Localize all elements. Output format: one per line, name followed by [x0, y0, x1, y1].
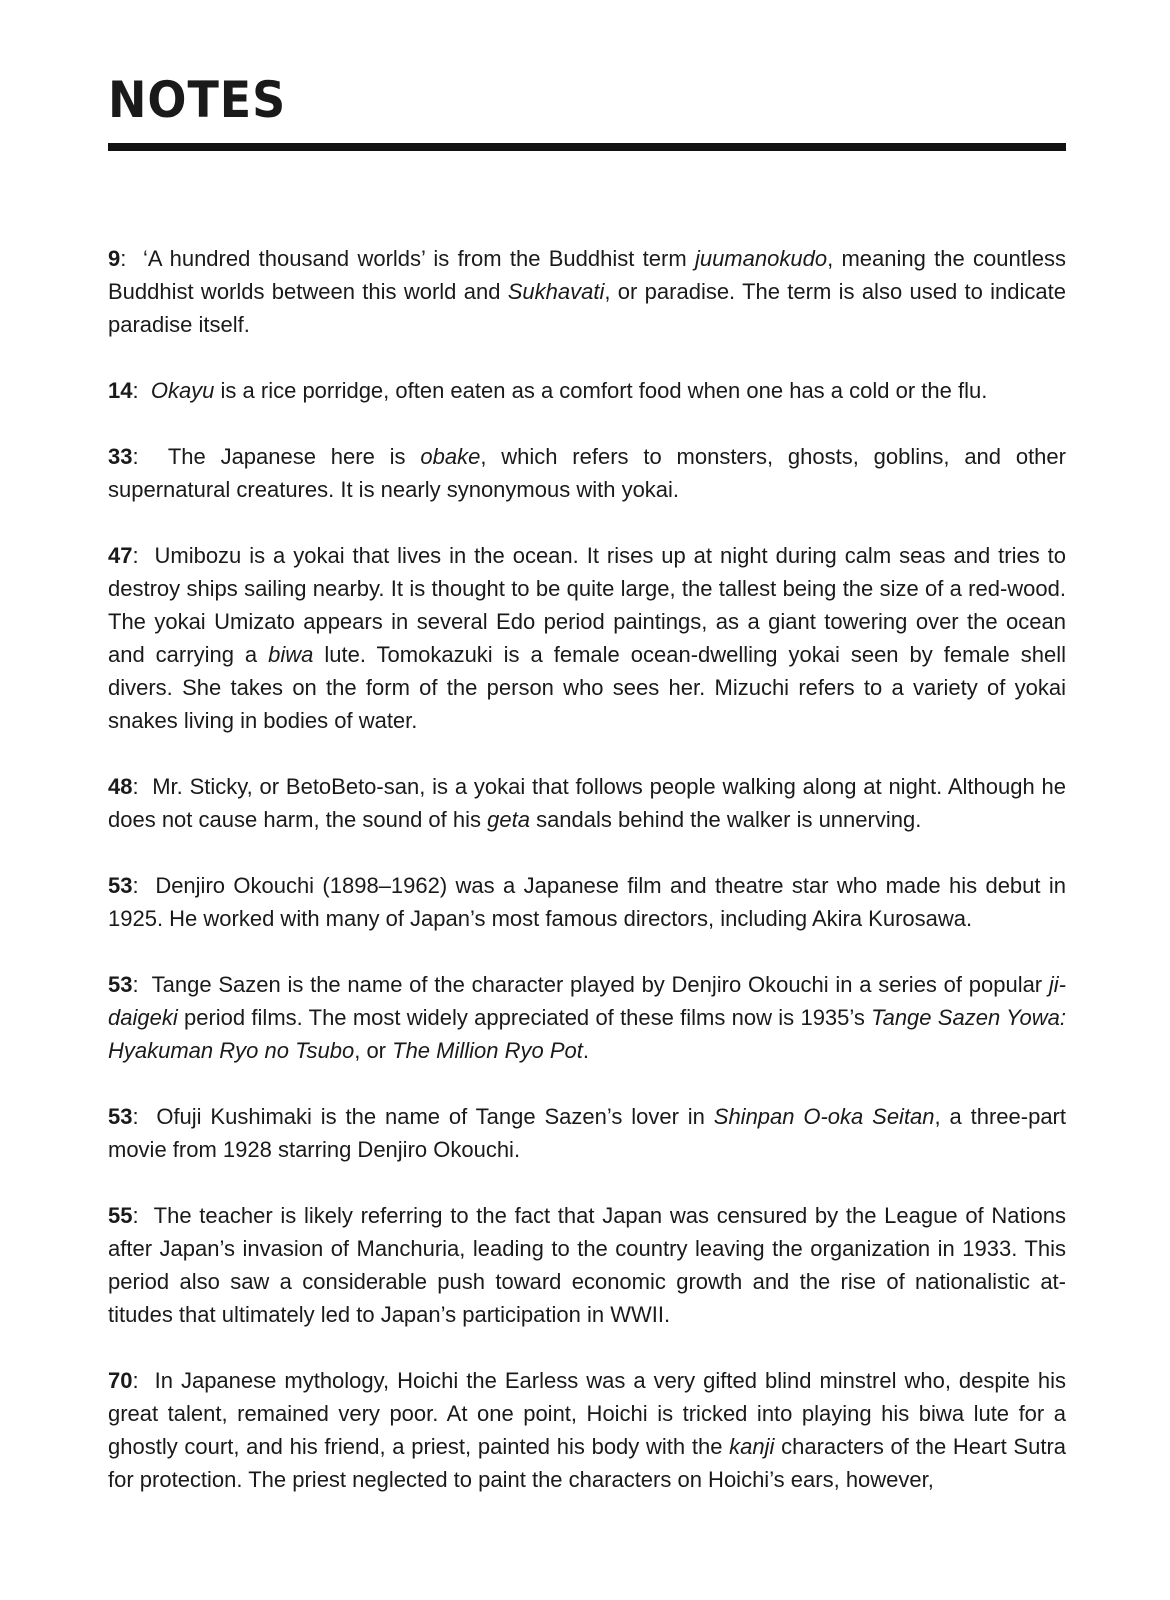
note-item: 70: In Japanese mythology, Hoichi the Earless was a very gifted blind minstrel who, despite his great talent, remained very poor. At one point, Hoichi is tricked into playing his biwa lute for a ghostly court, and his friend, a priest, painted his body with the kanji characters of the Heart Sutra for protection. The priest neglected to paint the characters on Hoichi’s ears, however, [108, 1368, 1067, 1492]
note-item: 53: Tange Sazen is the name of the character played by Denjiro Okouchi in a series of popular ji-daigeki period films. The most widely appreciated of these films now is 1935’s Tange Sazen Yowa: Hyakuman Ryo no Tsubo, or The Million Ryo Pot. [108, 972, 1067, 1063]
note-item: 55: The teacher is likely referring to the fact that Japan was censured by the League of Nations after Japan’s invasion of Manchuria, leading to the country leaving the organization in 1933. This period also saw a considerable push toward economic growth and the rise of nationalistic at-titudes that ultimately led to Japan’s participation in WWII. [108, 1203, 1066, 1327]
note-item: 33: The Japanese here is obake, which refers to monsters, ghosts, goblins, and other supernatural creatures. It is nearly synonymous with yokai. [108, 444, 1066, 502]
note-italic-term: juumanokudo [694, 246, 828, 271]
note-item: 9: ‘A hundred thousand worlds’ is from the Buddhist term juumanokudo, meaning the countless Buddhist worlds between this world and Sukhavati, or paradise. The term is also used to indicate paradise itself. [108, 246, 1066, 337]
notes-list [108, 242, 1066, 1496]
note-text: , which refers to monsters, ghosts, goblins, and other supernatural creatures. It is nearly synonymous with yokai. [108, 444, 1066, 502]
note-text: The Japanese here is [167, 444, 421, 469]
note-item: 53: Ofuji Kushimaki is the name of Tange Sazen’s lover in Shinpan O-oka Seitan, a three-part movie from 1928 starring Denjiro Okouchi. [108, 1104, 1066, 1162]
note-number: 53 [108, 972, 133, 997]
note-text: , a three-part movie from 1928 starring Denjiro Okouchi. [108, 1104, 1066, 1162]
note-number: 55 [108, 1203, 133, 1228]
note-text: , or paradise. The term is also used to indicate paradise itself. [108, 279, 1066, 337]
title-rule [108, 143, 1066, 151]
note-text: is a rice porridge, often eaten as a comfort food when one has a cold or the flu. [214, 378, 988, 403]
note-item: 47: Umibozu is a yokai that lives in the ocean. It rises up at night during calm seas and tries to destroy ships sailing nearby. It is thought to be quite large, the tallest being the size of a red-wood. The yokai Umizato appears in several Edo period paintings, as a giant towering over the ocean and carrying a biwa lute. Tomokazuki is a female ocean-dwelling yokai seen by female shell divers. She takes on the form of the person who sees her. Mizuchi refers to a variety of yokai snakes living in bodies of water. [108, 543, 1066, 733]
note-number: 33 [108, 444, 133, 469]
note-italic-term: Okayu [150, 378, 215, 403]
note-item: 53: Denjiro Okouchi (1898–1962) was a Japanese film and theatre star who made his debut in 1925. He worked with many of Japan’s most famous directors, including Akira Kurosawa. [108, 873, 1066, 931]
note-item: 14: Okayu is a rice porridge, often eaten as a comfort food when one has a cold or the flu. [108, 378, 988, 403]
note-item: 48: Mr. Sticky, or BetoBeto-san, is a yokai that follows people walking along at night. Although he does not cause harm, the sound of his geta sandals behind the walker is unnerving. [108, 774, 1066, 832]
notes-page [108, 70, 1066, 1529]
note-text: lute. Tomokazuki is a female ocean-dwelling yokai seen by female shell divers. She takes on the form of the person who sees her. Mizuchi refers to a variety of yokai snakes living in bodies of water. [108, 642, 1066, 733]
note-text: In Japanese mythology, Hoichi the Earless was a very gifted blind minstrel who, despite his great talent, remained very poor. At one point, Hoichi is tricked into playing his biwa lute for a ghostly court, and his friend, a priest, painted his body with the [108, 1368, 1066, 1459]
note-number: 48 [108, 774, 133, 799]
note-number: 70 [108, 1368, 133, 1393]
note-number: 14 [108, 378, 133, 403]
note-text: characters of the Heart Sutra for protection. The priest neglected to paint the characters on Hoichi’s ears, however, [108, 1434, 1067, 1492]
note-italic-term: geta [487, 807, 530, 832]
note-text: Umibozu is a yokai that lives in the ocean. It rises up at night during calm seas and tries to destroy ships sailing nearby. It is thought to be quite large, the tallest being the size of a red-wood. The yokai Umizato appears in several Edo period paintings, as a giant towering over the ocean and carrying a [108, 543, 1066, 667]
note-italic-term: biwa [268, 642, 314, 667]
note-number: 47 [108, 543, 133, 568]
note-text: The teacher is likely referring to the fact that Japan was censured by the League of Nations after Japan’s invasion of Manchuria, leading to the country leaving the organization in 1933. This period also saw a considerable push toward economic growth and the rise of nationalistic at-titudes that ultimately led to Japan’s participation in WWII. [108, 1203, 1066, 1327]
note-text: . [582, 1038, 589, 1063]
note-text: , or [354, 1038, 393, 1063]
note-italic-term: kanji [729, 1434, 775, 1459]
note-text: ‘A hundred thousand worlds’ is from the Buddhist term [142, 246, 695, 271]
note-number: 53 [108, 873, 133, 898]
note-italic-term: Shinpan O-oka Seitan [713, 1104, 935, 1129]
note-text: sandals behind the walker is unnerving. [529, 807, 922, 832]
note-number: 53 [108, 1104, 133, 1129]
note-italic-term: obake [420, 444, 481, 469]
note-italic-term: ji-daigeki [108, 972, 1066, 1030]
note-number: 9 [108, 246, 121, 271]
note-text: period films. The most widely appreciated of these films now is 1935’s [177, 1005, 872, 1030]
note-italic-term: Sukhavati [507, 279, 605, 304]
note-text: Denjiro Okouchi (1898–1962) was a Japanese film and theatre star who made his debut in 1925. He worked with many of Japan’s most famous directors, including Akira Kurosawa. [108, 873, 1066, 931]
note-text: Ofuji Kushimaki is the name of Tange Sazen’s lover in [156, 1104, 714, 1129]
note-text: Tange Sazen is the name of the character played by Denjiro Okouchi in a series of popular [151, 972, 1049, 997]
note-italic-term: Tange Sazen Yowa: Hyakuman Ryo no Tsubo [108, 1005, 1067, 1063]
note-text: Mr. Sticky, or BetoBeto-san, is a yokai that follows people walking along at night. Although he does not cause harm, the sound of his [108, 774, 1066, 832]
page-title: NOTES [108, 71, 287, 129]
note-text: , meaning the countless Buddhist worlds between this world and [108, 246, 1066, 304]
note-italic-term: The Million Ryo Pot [392, 1038, 583, 1063]
